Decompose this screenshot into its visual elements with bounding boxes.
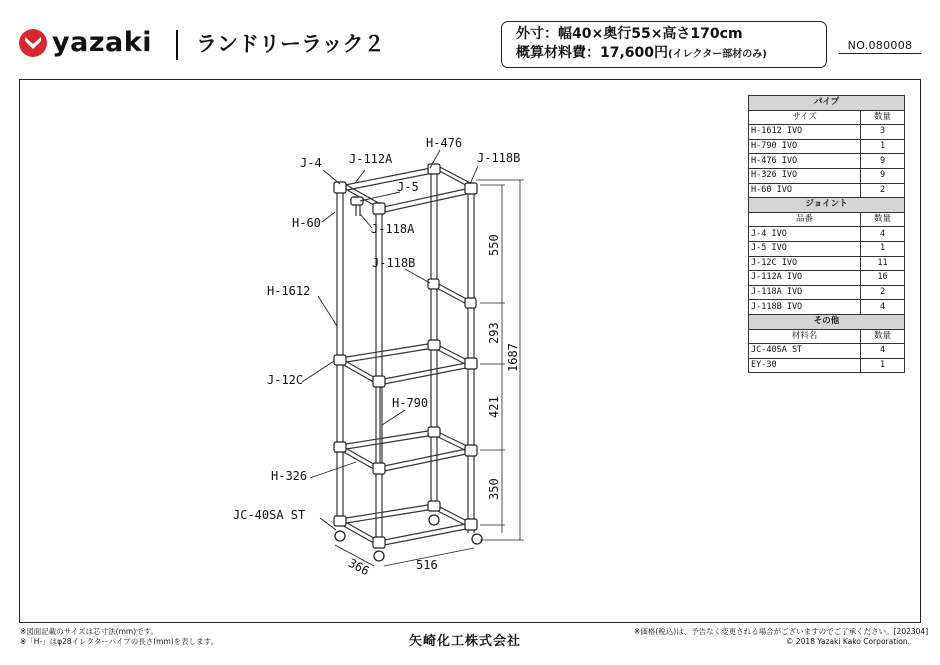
table-row: JC-40SA ST 4: [749, 344, 905, 359]
brand-name: yazaki: [52, 27, 152, 58]
section-header-joint: ジョイント: [749, 198, 905, 213]
label-j118a: J-118A: [371, 222, 415, 236]
table-column-header: サイズ 数量: [749, 110, 905, 125]
table-row: J-4 IVO 4: [749, 227, 905, 242]
spec-size: 外寸：幅40×奥行55×高さ170cm: [516, 26, 743, 42]
label-j4: J-4: [300, 156, 322, 170]
table-column-header: 品番 数量: [749, 212, 905, 227]
label-h476: H-476: [426, 136, 463, 150]
page-title: ランドリーラック２: [196, 32, 385, 56]
spec-price-note: (イレクター部材のみ): [668, 49, 767, 60]
table-row: J-118B IVO 4: [749, 300, 905, 315]
product-number: NO.080008: [839, 38, 921, 54]
table-row: H-790 IVO 1: [749, 139, 905, 154]
label-j112a: J-112A: [349, 152, 393, 166]
dimension-550: 550: [487, 234, 501, 256]
section-header-pipe: パイプ: [749, 96, 905, 111]
label-j118b-top: J-118B: [477, 151, 521, 165]
dimension-293: 293: [487, 322, 501, 344]
label-h1612: H-1612: [267, 284, 311, 298]
table-row: J-118A IVO 2: [749, 285, 905, 300]
section-header-other: その他: [749, 314, 905, 329]
label-j12c: J-12C: [267, 373, 304, 387]
rack-shelf-1: [340, 343, 471, 385]
dimension-1687: 1687: [506, 343, 520, 372]
label-h326: H-326: [271, 469, 308, 483]
dimension-350: 350: [487, 478, 501, 500]
footer-note-size: ※図面記載のサイズは芯寸法(mm)です。: [20, 627, 159, 636]
rack-shelf-2: [340, 430, 471, 472]
company-name: 矢崎化工株式会社: [409, 634, 522, 649]
footer-note-price: ※価格(税込)は、予告なく変更される場合がございますのでご了承ください。[202304]: [634, 627, 929, 636]
dimension-516: 516: [416, 558, 438, 572]
leader-lines: [302, 150, 478, 530]
footer-note-pipe: ※「H-」はφ28イレクターパイプの長さ(mm)を表します。: [20, 637, 219, 646]
rack-shelf-3: [340, 504, 471, 546]
table-row: J-5 IVO 1: [749, 241, 905, 256]
label-h60: H-60: [292, 216, 321, 230]
table-row: J-112A IVO 16: [749, 271, 905, 286]
table-row: EY-30 1: [749, 358, 905, 373]
label-jc40sa: JC-40SA ST: [233, 508, 306, 522]
label-j118b-mid: J-118B: [372, 256, 416, 270]
dimension-421: 421: [487, 396, 501, 418]
table-row: J-12C IVO 11: [749, 256, 905, 271]
footer-copyright: © 2018 Yazaki Kako Corporation.: [786, 637, 910, 646]
table-row: H-476 IVO 9: [749, 154, 905, 169]
label-h790: H-790: [392, 396, 429, 410]
label-j5: J-5: [397, 180, 419, 194]
table-row: H-326 IVO 9: [749, 168, 905, 183]
dimension-366: 366: [345, 555, 372, 579]
spec-price-main: 概算材料費：17,600円: [516, 45, 669, 61]
table-row: H-1612 IVO 3: [749, 125, 905, 140]
table-column-header: 材料名 数量: [749, 329, 905, 344]
table-row: H-60 IVO 2: [749, 183, 905, 198]
